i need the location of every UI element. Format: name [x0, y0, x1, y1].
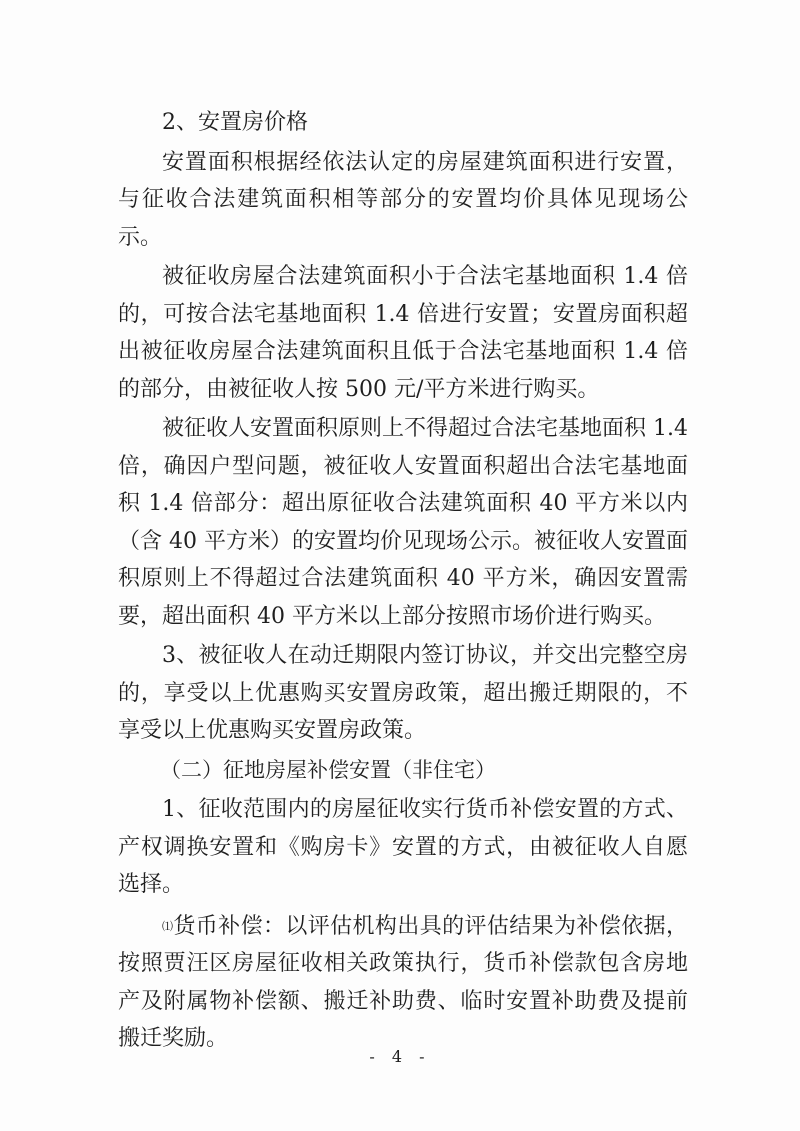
item-marker: ⑴ [162, 919, 174, 933]
monetary-compensation-text: 货币补偿：以评估机构出具的评估结果为补偿依据，按照贾汪区房屋征收相关政策执行，货币补偿款包含房地产及附属物补偿额、搬迁补助费、临时安置补助费及提前搬迁奖励。 [118, 913, 688, 1051]
paragraph-less-than-1-4: 被征收房屋合法建筑面积小于合法宅基地面积 1.4 倍的，可按合法宅基地面积 1.4 倍进行安置；安置房面积超出被征收房屋合法建筑面积且低于合法宅基地面积 1.4 倍的部分，由被征收人按 500 元/平方米进行购买。 [118, 264, 688, 402]
paragraph-area-basis: 安置面积根据经依法认定的房屋建筑面积进行安置，与征收合法建筑面积相等部分的安置均价具体见现场公示。 [118, 149, 688, 250]
body-text [118, 104, 688, 1058]
paragraph-relocation-deadline: 3、被征收人在动迁期限内签订协议，并交出完整空房的，享受以上优惠购买安置房政策，超出搬迁期限的，不享受以上优惠购买安置房政策。 [118, 643, 688, 743]
paragraph-area-limit: 被征收人安置面积原则上不得超过合法宅基地面积 1.4 倍，确因户型问题，被征收人安置面积超出合法宅基地面积 1.4 倍部分：超出原征收合法建筑面积 40 平方米以内（含 40 平方米）的安置均价见现场公示。被征收人安置面积原则上不得超过合法建筑面积 40 平方米，确因安置需要，超出面积 40 平方米以上部分按照市场价进行购买。 [118, 416, 688, 629]
paragraph-compensation-methods: 1、征收范围内的房屋征收实行货币补偿安置的方式、产权调换安置和《购房卡》安置的方式，由被征收人自愿选择。 [118, 797, 688, 897]
page-number: - 4 - [369, 1047, 431, 1066]
section-heading-non-residential: （二）征地房屋补偿安置（非住宅） [160, 757, 496, 782]
heading-resettlement-price: 2、安置房价格 [162, 110, 308, 135]
paragraph-monetary-compensation [118, 908, 688, 1058]
